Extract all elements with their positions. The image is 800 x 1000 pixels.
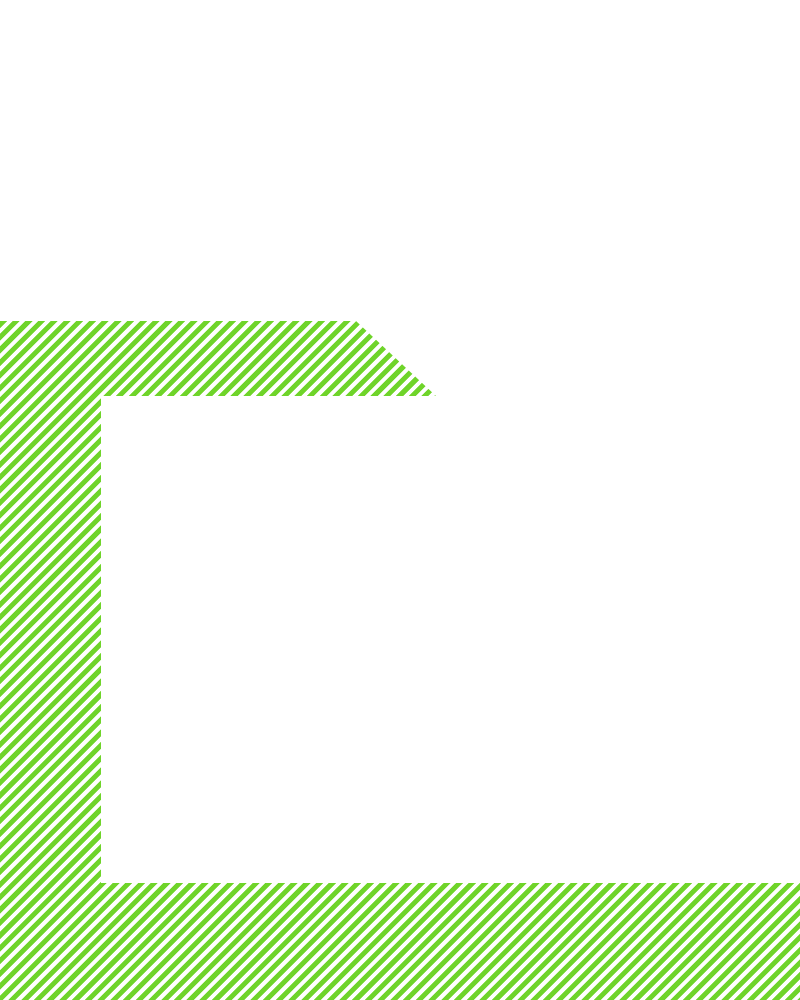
toc-panel-extension (725, 396, 800, 883)
toc-panel (101, 396, 725, 883)
